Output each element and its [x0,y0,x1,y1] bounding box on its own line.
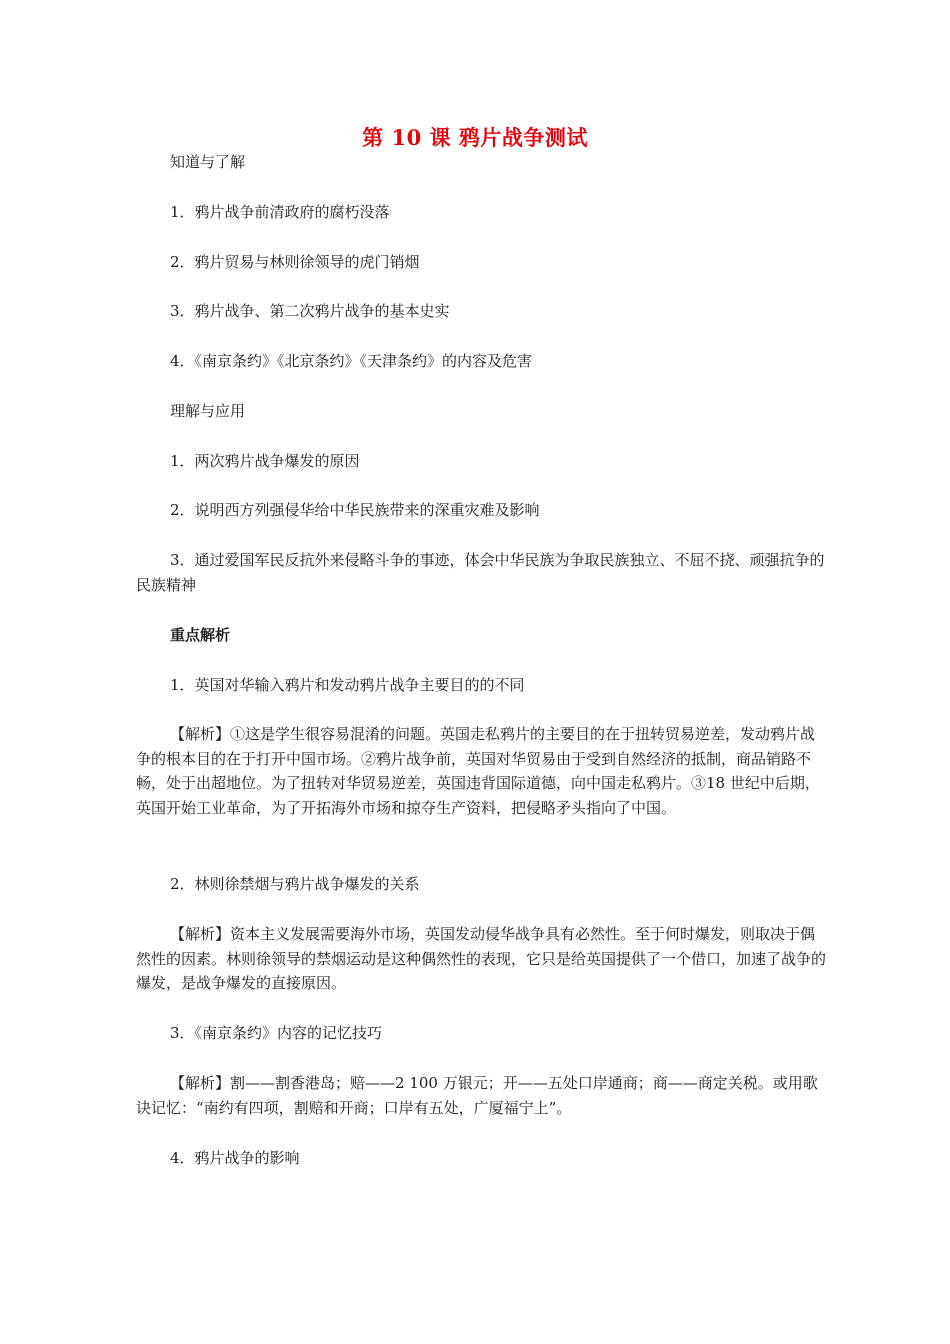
analysis-label: 【解析】 [170,725,231,743]
question-heading: 3．《南京条约》内容的记忆技巧 [170,1024,383,1042]
analysis-paragraph [136,722,826,820]
list-item-text: 3．通过爱国军民反抗外来侵略斗争的事迹，体会中华民族为争取民族独立、不屈不挠、顽强抗争的民族精神 [136,551,825,594]
list-item: 1．鸦片战争前清政府的腐朽没落 [170,203,390,221]
list-item: 3．鸦片战争、第二次鸦片战争的基本史实 [170,302,450,320]
question-heading: 4．鸦片战争的影响 [170,1149,300,1167]
analysis-paragraph [136,922,826,996]
section-heading-key: 重点解析 [170,626,231,644]
document-title: 第 10 课 鸦片战争测试 [362,125,588,150]
analysis-paragraph [136,1071,826,1120]
list-item: 2．说明西方列强侵华给中华民族带来的深重灾难及影响 [170,501,540,519]
analysis-text: ①这是学生很容易混淆的问题。英国走私鸦片的主要目的在于扭转贸易逆差，发动鸦片战争的根本目的在于打开中国市场。②鸦片战争前，英国对华贸易由于受到自然经济的抵制，商品销路不畅，处于出超地位。为了扭转对华贸易逆差，英国违背国际道德，向中国走私鸦片。③18 世纪中后期，英国开始工业革命，为了开拓海外市场和掠夺生产资料，把侵略矛头指向了中国。 [136,725,820,817]
list-item: 4．《南京条约》《北京条约》《天津条约》的内容及危害 [170,352,533,370]
analysis-label: 【解析】 [170,1074,231,1092]
analysis-text: 资本主义发展需要海外市场，英国发动侵华战争具有必然性。至于何时爆发，则取决于偶然性的因素。林则徐领导的禁烟运动是这种偶然性的表现，它只是给英国提供了一个借口，加速了战争的爆发，是战争爆发的直接原因。 [136,925,827,992]
list-item: 2．鸦片贸易与林则徐领导的虎门销烟 [170,253,420,271]
section-heading-apply: 理解与应用 [170,402,246,420]
list-item [136,548,826,597]
analysis-text: 割——割香港岛；赔——2 100 万银元；开——五处口岸通商；商——商定关税。或用歌诀记忆：“南约有四项，割赔和开商；口岸有五处，广厦福宁上”。 [136,1074,818,1117]
section-heading-know: 知道与了解 [170,153,246,171]
question-heading: 2．林则徐禁烟与鸦片战争爆发的关系 [170,875,420,893]
analysis-label: 【解析】 [170,925,231,943]
question-heading: 1．英国对华输入鸦片和发动鸦片战争主要目的的不同 [170,676,525,694]
list-item: 1．两次鸦片战争爆发的原因 [170,452,360,470]
